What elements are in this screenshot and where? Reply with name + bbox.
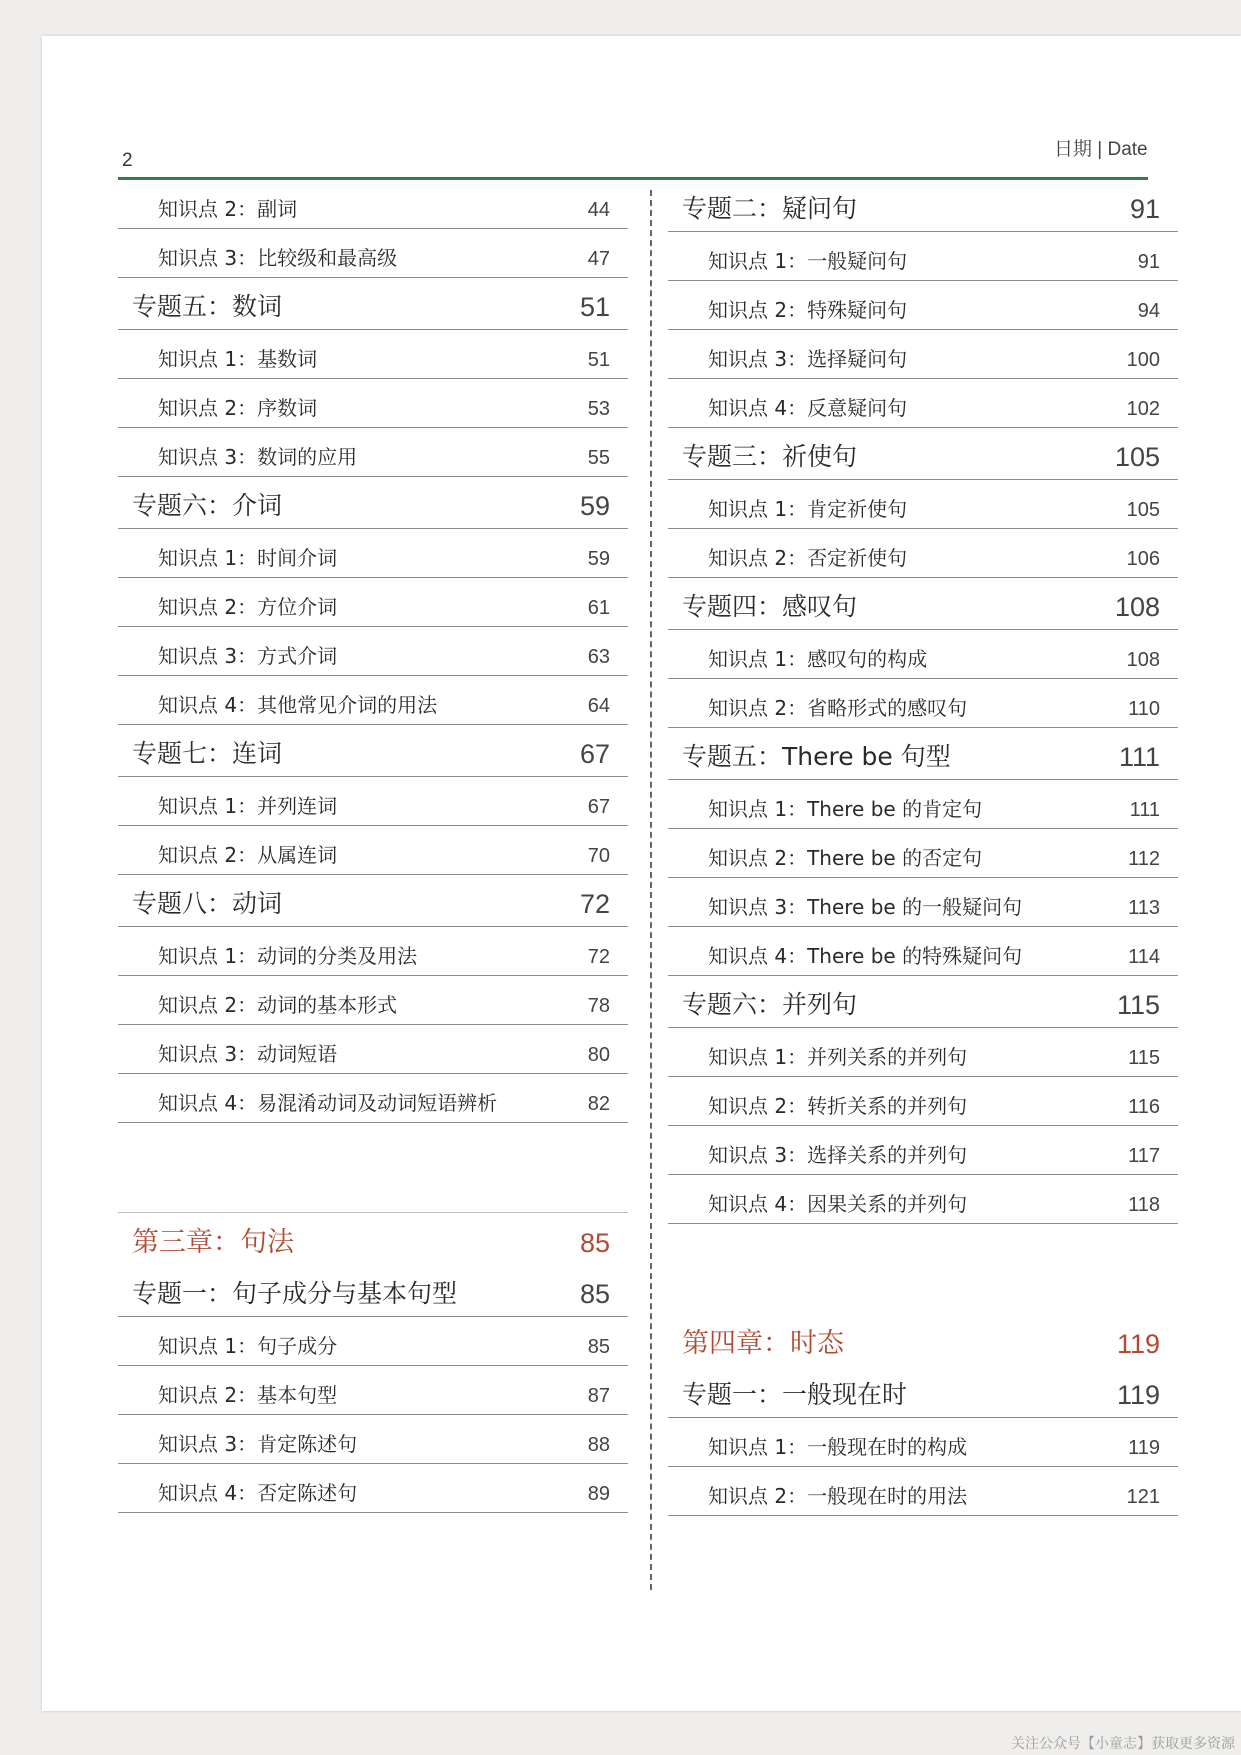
- toc-entry-page: 114: [1128, 946, 1160, 968]
- toc-entry-title: 专题六：介词: [132, 491, 283, 520]
- toc-topic-row: [118, 725, 628, 777]
- toc-entry-title: 专题七：连词: [132, 739, 283, 768]
- toc-entry-page: 118: [1128, 1194, 1160, 1216]
- toc-entry-title: 知识点 2：方位介词: [158, 595, 338, 619]
- toc-item-row: [668, 281, 1178, 330]
- toc-entry-title: 知识点 1：句子成分: [158, 1334, 338, 1358]
- toc-item-row: [118, 1464, 628, 1513]
- toc-item-row: [668, 829, 1178, 878]
- toc-entry-title: 知识点 1：并列关系的并列句: [708, 1045, 968, 1069]
- toc-left-column: [118, 180, 628, 1513]
- toc-item-row: [668, 878, 1178, 927]
- toc-entry-page: 91: [1129, 194, 1160, 224]
- toc-entry-page: 59: [587, 548, 610, 570]
- toc-entry-page: 111: [1118, 742, 1160, 772]
- toc-item-row: [668, 330, 1178, 379]
- toc-item-row: [668, 1126, 1178, 1175]
- toc-entry-page: 91: [1137, 251, 1160, 273]
- date-label: 日期 | Date: [1054, 139, 1148, 160]
- toc-topic-row: [118, 278, 628, 330]
- toc-entry-page: 94: [1137, 300, 1160, 322]
- toc-entry-page: 53: [587, 398, 610, 420]
- toc-entry-title: 知识点 1：肯定祈使句: [708, 497, 908, 521]
- toc-item-row: [118, 676, 628, 725]
- toc-entry-page: 89: [587, 1483, 610, 1505]
- toc-entry-page: 72: [587, 946, 610, 968]
- toc-topic-row: [668, 180, 1178, 232]
- toc-entry-title: 知识点 3：选择关系的并列句: [708, 1143, 968, 1167]
- toc-item-row: [118, 379, 628, 428]
- toc-item-row: [118, 976, 628, 1025]
- toc-entry-title: 知识点 2：特殊疑问句: [708, 298, 908, 322]
- toc-entry-page: 105: [1114, 442, 1160, 472]
- toc-entry-title: 知识点 1：基数词: [158, 347, 318, 371]
- toc-entry-page: 44: [587, 199, 610, 221]
- toc-entry-title: 知识点 2：There be 的否定句: [708, 846, 983, 870]
- toc-item-row: [118, 578, 628, 627]
- toc-item-row: [668, 780, 1178, 829]
- toc-entry-title: 知识点 3：选择疑问句: [708, 347, 908, 371]
- toc-entry-title: 知识点 4：易混淆动词及动词短语辨析: [158, 1091, 498, 1115]
- toc-entry-title: 第三章：句法: [132, 1227, 294, 1258]
- toc-entry-title: 知识点 1：感叹句的构成: [708, 647, 928, 671]
- toc-chapter-row: [668, 1314, 1178, 1366]
- toc-topic-row: [118, 875, 628, 927]
- toc-topic-row: [668, 976, 1178, 1028]
- toc-entry-title: 知识点 3：肯定陈述句: [158, 1432, 358, 1456]
- toc-entry-title: 专题四：感叹句: [682, 592, 858, 621]
- toc-gap-row: [668, 1224, 1178, 1314]
- toc-item-row: [668, 529, 1178, 578]
- toc-entry-page: 100: [1126, 349, 1160, 371]
- toc-entry-page: 88: [587, 1434, 610, 1456]
- toc-entry-page: 108: [1114, 592, 1160, 622]
- toc-entry-page: 85: [579, 1228, 610, 1258]
- toc-item-row: [118, 330, 628, 379]
- toc-entry-title: 专题一：一般现在时: [682, 1380, 908, 1409]
- toc-entry-title: 专题一：句子成分与基本句型: [132, 1279, 458, 1308]
- toc-entry-title: 知识点 4：There be 的特殊疑问句: [708, 944, 1023, 968]
- toc-item-row: [118, 927, 628, 976]
- toc-entry-page: 85: [579, 1279, 610, 1309]
- toc-item-row: [118, 1074, 628, 1123]
- toc-entry-page: 105: [1126, 499, 1160, 521]
- toc-entry-title: 知识点 1：一般疑问句: [708, 249, 908, 273]
- toc-entry-page: 108: [1126, 649, 1160, 671]
- toc-item-row: [118, 1025, 628, 1074]
- toc-item-row: [668, 1418, 1178, 1467]
- toc-entry-title: 知识点 2：副词: [158, 197, 298, 221]
- toc-entry-title: 专题八：动词: [132, 889, 283, 918]
- toc-entry-page: 51: [579, 292, 610, 322]
- toc-entry-title: 知识点 2：省略形式的感叹句: [708, 696, 968, 720]
- toc-entry-page: 82: [587, 1093, 610, 1115]
- toc-entry-page: 64: [587, 695, 610, 717]
- toc-topic-row: [668, 728, 1178, 780]
- toc-topic-row: [668, 578, 1178, 630]
- toc-topic-row: [668, 428, 1178, 480]
- toc-entry-title: 知识点 1：动词的分类及用法: [158, 944, 418, 968]
- toc-entry-page: 72: [579, 889, 610, 919]
- toc-entry-title: 知识点 4：因果关系的并列句: [708, 1192, 968, 1216]
- toc-entry-title: 知识点 3：动词短语: [158, 1042, 338, 1066]
- toc-entry-page: 47: [587, 248, 610, 270]
- toc-entry-title: 知识点 2：转折关系的并列句: [708, 1094, 968, 1118]
- toc-topic-row: [118, 1265, 628, 1317]
- toc-entry-page: 55: [587, 447, 610, 469]
- toc-item-row: [118, 826, 628, 875]
- toc-entry-title: 专题二：疑问句: [682, 194, 858, 223]
- toc-entry-page: 78: [587, 995, 610, 1017]
- toc-entry-page: 112: [1128, 848, 1160, 870]
- toc-entry-title: 知识点 2：从属连词: [158, 843, 338, 867]
- toc-topic-row: [668, 1366, 1178, 1418]
- toc-item-row: [668, 679, 1178, 728]
- toc-entry-page: 117: [1128, 1145, 1160, 1167]
- toc-entry-page: 119: [1116, 1329, 1160, 1359]
- toc-entry-page: 67: [587, 796, 610, 818]
- toc-entry-title: 知识点 2：基本句型: [158, 1383, 338, 1407]
- toc-item-row: [118, 180, 628, 229]
- toc-entry-page: 102: [1126, 398, 1160, 420]
- toc-entry-title: 知识点 3：数词的应用: [158, 445, 358, 469]
- toc-entry-title: 知识点 1：一般现在时的构成: [708, 1435, 968, 1459]
- toc-entry-title: 知识点 2：序数词: [158, 396, 318, 420]
- toc-entry-page: 67: [579, 739, 610, 769]
- toc-entry-title: 知识点 2：否定祈使句: [708, 546, 908, 570]
- toc-entry-page: 61: [587, 597, 610, 619]
- toc-entry-title: 知识点 1：There be 的肯定句: [708, 797, 983, 821]
- toc-entry-title: 知识点 1：并列连词: [158, 794, 338, 818]
- toc-item-row: [118, 428, 628, 477]
- toc-item-row: [118, 529, 628, 578]
- toc-entry-title: 知识点 3：比较级和最高级: [158, 246, 398, 270]
- page-number: 2: [122, 150, 133, 171]
- toc-entry-page: 111: [1129, 799, 1160, 821]
- toc-entry-title: 知识点 4：其他常见介词的用法: [158, 693, 438, 717]
- toc-blank-row: [118, 1123, 628, 1213]
- toc-entry-page: 59: [579, 491, 610, 521]
- toc-item-row: [118, 1415, 628, 1464]
- toc-item-row: [118, 627, 628, 676]
- toc-entry-title: 知识点 4：否定陈述句: [158, 1481, 358, 1505]
- toc-entry-page: 115: [1128, 1047, 1160, 1069]
- toc-entry-page: 121: [1126, 1486, 1160, 1508]
- toc-entry-page: 87: [587, 1385, 610, 1407]
- toc-item-row: [668, 630, 1178, 679]
- toc-item-row: [118, 1366, 628, 1415]
- toc-item-row: [668, 232, 1178, 281]
- toc-entry-title: 专题三：祈使句: [682, 442, 858, 471]
- toc-entry-title: 知识点 3：There be 的一般疑问句: [708, 895, 1023, 919]
- toc-topic-row: [118, 477, 628, 529]
- toc-entry-title: 知识点 2：一般现在时的用法: [708, 1484, 968, 1508]
- toc-entry-title: 知识点 2：动词的基本形式: [158, 993, 398, 1017]
- toc-item-row: [118, 777, 628, 826]
- toc-item-row: [668, 480, 1178, 529]
- toc-entry-page: 119: [1128, 1437, 1160, 1459]
- toc-item-row: [668, 1467, 1178, 1516]
- toc-item-row: [668, 927, 1178, 976]
- toc-entry-page: 51: [587, 349, 610, 371]
- column-divider: [650, 190, 652, 1590]
- toc-entry-page: 115: [1116, 990, 1160, 1020]
- toc-chapter-row: [118, 1213, 628, 1265]
- toc-entry-title: 专题五：数词: [132, 292, 283, 321]
- toc-entry-title: 第四章：时态: [682, 1328, 844, 1359]
- toc-item-row: [668, 379, 1178, 428]
- toc-item-row: [118, 229, 628, 278]
- toc-entry-page: 63: [587, 646, 610, 668]
- toc-entry-page: 80: [587, 1044, 610, 1066]
- toc-entry-page: 85: [587, 1336, 610, 1358]
- toc-entry-title: 专题五：There be 句型: [682, 742, 951, 771]
- toc-entry-title: 知识点 1：时间介词: [158, 546, 338, 570]
- toc-entry-page: 116: [1128, 1096, 1160, 1118]
- toc-entry-title: 知识点 4：反意疑问句: [708, 396, 908, 420]
- toc-right-column: [668, 180, 1178, 1516]
- toc-entry-page: 119: [1116, 1380, 1160, 1410]
- toc-entry-page: 106: [1126, 548, 1160, 570]
- watermark-text: 关注公众号【小童志】获取更多资源: [1011, 1736, 1235, 1752]
- toc-item-row: [118, 1317, 628, 1366]
- toc-item-row: [668, 1028, 1178, 1077]
- toc-item-row: [668, 1077, 1178, 1126]
- toc-entry-page: 70: [587, 845, 610, 867]
- toc-entry-page: 110: [1128, 698, 1160, 720]
- toc-entry-page: 113: [1128, 897, 1160, 919]
- toc-item-row: [668, 1175, 1178, 1224]
- toc-entry-title: 知识点 3：方式介词: [158, 644, 338, 668]
- toc-entry-title: 专题六：并列句: [682, 990, 858, 1019]
